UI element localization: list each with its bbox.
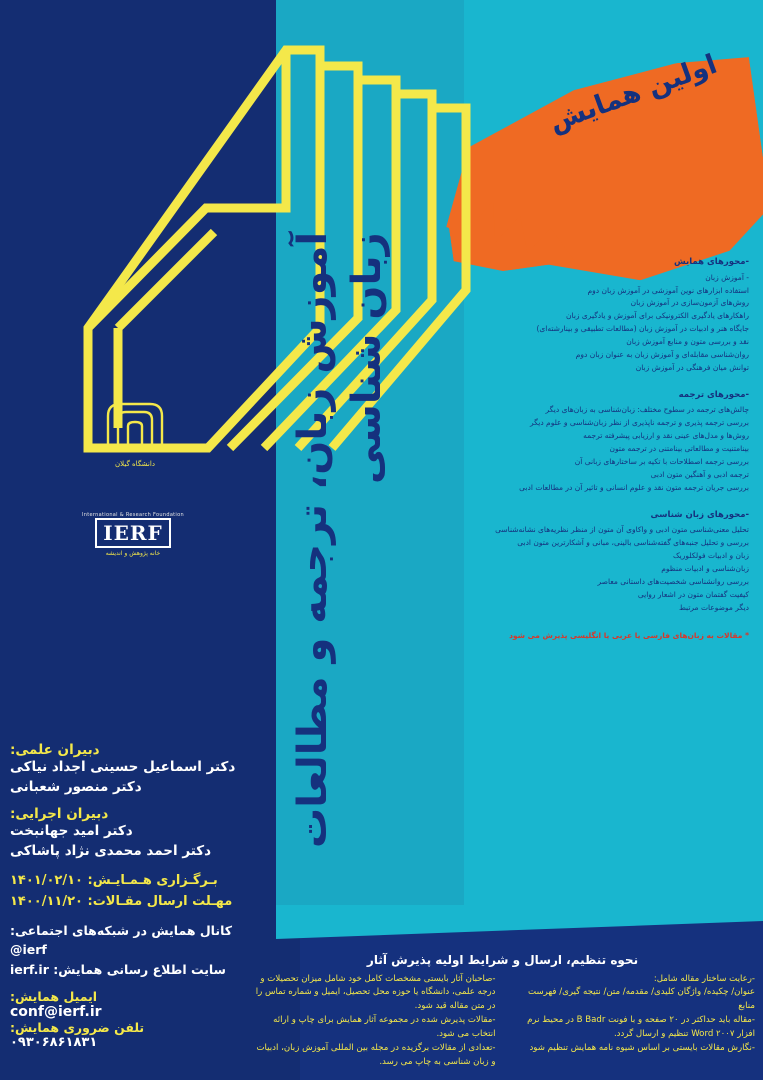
- axes-item: جایگاه هنر و ادبیات در آموزش زبان (مطالعات تطبیقی و بینارشته‌ای): [536, 324, 749, 334]
- university-logo: [92, 396, 178, 476]
- guideline-item: -مقالات پذیرش شده در مجموعه آثار همایش برای چاپ و ارائه انتخاب می شود.: [273, 1015, 496, 1040]
- key-dates: [10, 871, 272, 913]
- axes-item: بررسی ترجمه اصطلاحات با تکیه بر ساختارهای زبانی آن: [574, 456, 749, 466]
- axes-item: - آموزش زبان: [705, 272, 749, 282]
- axes-item: زبان و ادبیات فولکلوریک: [672, 550, 749, 560]
- executive-member: دکتر امید جهانبخت: [10, 823, 133, 840]
- ierf-logo: [78, 512, 188, 574]
- axes-item: بینامتنیت و مطالعاتی بینامتنی در ترجمه متون: [609, 444, 749, 454]
- event-date: بـرگـزاری هـمـایـش: ۱۴۰۱/۰۲/۱۰: [10, 873, 218, 889]
- guideline-item: -تعدادی از مقالات برگزیده در مجله بین المللی آموزش زبان، ادبیات و زبان شناسی به چاپ می رسد.: [256, 1043, 496, 1068]
- ierf-logo-mark: IERF: [95, 518, 170, 548]
- axes-item: چالش‌های ترجمه در سطوح مختلف: زبان‌شناسی به زبان‌های دیگر: [545, 405, 749, 415]
- submission-guidelines: [250, 953, 755, 1070]
- axes-group-title: -محورهای ترجمه: [678, 389, 749, 400]
- scientific-member: دکتر منصور شعبانی: [10, 778, 142, 795]
- submission-deadline: مهـلت ارسال مقـالات: ۱۴۰۰/۱۱/۲۰: [10, 894, 233, 910]
- axes-item: تحلیل معنی‌شناسی متون ادبی و واکاوی آن متون از منظر نظریه‌های نشانه‌شناسی: [495, 525, 749, 535]
- guideline-item: -مقاله باید حداکثر در ۲۰ صفحه و با فونت B Badr در محیط نرم افزار Word ۲۰۰۷ تنظیم و ارسال گردد.: [527, 1015, 755, 1040]
- axes-item: روان‌شناسی مقابله‌ای و آموزش زبان به عنوان زبان دوم: [575, 349, 749, 359]
- guidelines-title: نحوه تنظیم، ارسال و شرایط اولیه پذیرش آثار: [366, 952, 639, 967]
- axes-item: استفاده ابزارهای نوین آموزشی در آموزش زبان دوم: [587, 285, 749, 295]
- email-label: ایمیل همایش:: [10, 988, 98, 1004]
- left-info-column: [10, 742, 272, 1050]
- guideline-item: -نگارش مقالات بایستی بر اساس شیوه نامه همایش تنظیم شود: [529, 1043, 755, 1054]
- axes-item: روش‌ها و مدل‌های عینی نقد و ارزیابی پیشرفته ترجمه: [583, 431, 749, 441]
- scientific-committee: [10, 742, 272, 797]
- axes-item: راهکارهای یادگیری الکترونیکی برای آموزش و یادگیری زبان: [566, 311, 749, 321]
- axes-item: دیگر موضوعات مرتبط: [678, 602, 749, 612]
- axes-item: توانش میان فرهنگی در آموزش زبان: [635, 362, 749, 372]
- first-conference-badge: اولین همایش: [544, 48, 721, 139]
- page-title: آموزش زبان، ترجمه و مطالعات زبان شناسی: [290, 232, 390, 849]
- executive-committee: [10, 806, 272, 861]
- guideline-item: -رعایت ساختار مقاله شامل:: [653, 973, 755, 984]
- guideline-item: -صاحبان آثار بایستی مشخصات کامل خود شامل میزان تحصیلات و درجه علمی، دانشگاه یا حوزه محل تحصیل، ایمیل و شماره تماس را در متن مقاله قید شود.: [255, 973, 496, 1012]
- axes-item: بررسی جریان ترجمه متون نقد و علوم انسانی و تاثیر آن در مطالعات ادبی: [519, 482, 749, 492]
- axes-item: زبان‌شناسی و ادبیات منظوم: [661, 563, 749, 573]
- guideline-item: عنوان/ چکیده/ واژگان کلیدی/ مقدمه/ متن/ نتیجه گیری/ فهرست منابع: [528, 987, 755, 1012]
- axes-item: روش‌های آزمون‌سازی در آموزش زبان: [630, 298, 749, 308]
- axes-item: کیفیت گفتمان متون در اشعار روایی: [637, 589, 749, 599]
- guidelines-column-right: [510, 973, 756, 1070]
- conference-axes-section: [457, 255, 749, 643]
- ierf-logo-top-text: International & Research Foundation: [82, 512, 184, 518]
- channels-block: [10, 921, 272, 979]
- scientific-committee-label: دبیران علمی:: [10, 742, 100, 758]
- guidelines-column-left: [250, 973, 496, 1070]
- ierf-logo-subtitle: خانه پژوهش و اندیشه: [105, 550, 161, 557]
- university-logo-caption: دانشگاه گیلان: [115, 460, 155, 468]
- axes-item: بررسی و تحلیل جنبه‌های گفته‌شناسی بالینی، مبانی و آشکارترین متون ادبی: [517, 538, 749, 548]
- phone-value[interactable]: ۰۹۳۰۶۸۶۱۸۳۱: [10, 1034, 98, 1050]
- axes-item: بررسی ترجمه پذیری و ترجمه ناپذیری از نظر زبان‌شناسی و علوم دیگر: [529, 418, 749, 428]
- phone-label: تلفن ضروری همایش:: [10, 1019, 145, 1035]
- executive-member: دکتر احمد محمدی نژاد پاشاکی: [10, 842, 212, 859]
- website-link[interactable]: سایت اطلاع رسانی همایش: ierf.ir: [10, 961, 226, 977]
- axes-group-title: -محورهای زبان شناسی: [650, 509, 749, 520]
- axes-item: بررسی روانشناسی شخصیت‌های داستانی معاصر: [597, 576, 749, 586]
- email-value[interactable]: conf@ierf.ir: [10, 1003, 102, 1020]
- axes-group: [457, 255, 749, 375]
- language-note: * مقالات به زبان‌های فارسی یا عربی یا انگلیسی پذیرش می شود: [509, 631, 749, 641]
- social-channel[interactable]: کانال همایش در شبکه‌های اجتماعی: ierf@: [10, 922, 233, 958]
- axes-group-title: -محورهای همایش: [674, 257, 749, 267]
- axes-group: [457, 508, 749, 615]
- scientific-member: دکتر اسماعیل حسینی اجداد نیاکی: [10, 759, 236, 775]
- axes-item: ترجمه ادبی و آهنگین متون ادبی: [650, 469, 749, 479]
- executive-committee-label: دبیران اجرایی:: [10, 806, 109, 823]
- axes-group: [457, 388, 749, 495]
- contact-block: [10, 989, 272, 1050]
- axes-item: نقد و بررسی متون و منابع آموزش زبان: [626, 337, 749, 347]
